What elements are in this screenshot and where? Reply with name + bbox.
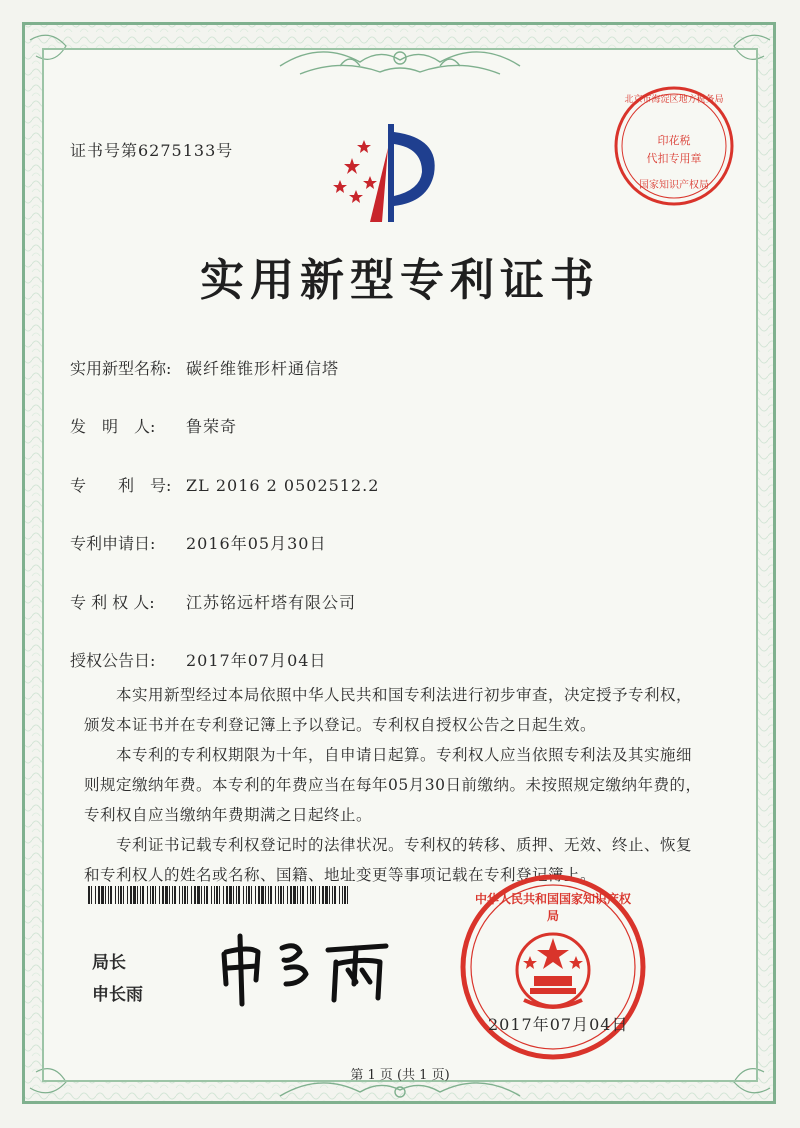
barcode-bar	[302, 886, 304, 904]
field-label: 专利申请日:	[70, 534, 156, 553]
barcode-bar	[127, 886, 128, 904]
barcode-bar	[315, 886, 316, 904]
barcode-bar	[105, 886, 106, 904]
tax-seal-ring-text: 北京市海淀区地方税务局	[624, 95, 724, 105]
barcode-bar	[147, 886, 148, 904]
barcode-bar	[275, 886, 276, 904]
barcode-bar	[140, 886, 141, 904]
barcode-bar	[290, 886, 292, 904]
field-application-date	[70, 531, 326, 554]
field-label: 专 利 权 人:	[70, 593, 155, 612]
barcode-bar	[319, 886, 320, 904]
barcode-bar	[191, 886, 192, 904]
barcode-bar	[152, 886, 154, 904]
barcode-bar	[169, 886, 170, 904]
barcode-bar	[159, 886, 160, 904]
tax-seal-center-line1: 印花税	[657, 134, 691, 147]
barcode-bar	[265, 886, 266, 904]
barcode-bar	[283, 886, 284, 904]
barcode-bar	[184, 886, 186, 904]
barcode-bar	[243, 886, 244, 904]
barcode-bar	[162, 886, 164, 904]
barcode-bar	[137, 886, 138, 904]
field-value: ZL 2016 2 0502512.2	[186, 476, 380, 495]
barcode-bar	[110, 886, 112, 904]
barcode-bar	[108, 886, 109, 904]
barcode-bar	[194, 886, 196, 904]
tax-seal-center-line2: 代扣专用章	[646, 152, 702, 165]
field-patentee	[70, 590, 356, 613]
barcode-bar	[155, 886, 156, 904]
barcode-bar	[150, 886, 151, 904]
barcode-bar	[344, 886, 346, 904]
barcode-bar	[219, 886, 220, 904]
barcode-bar	[120, 886, 122, 904]
barcode-bar	[270, 886, 272, 904]
barcode-bar	[342, 886, 343, 904]
barcode-bar	[268, 886, 269, 904]
barcode-bar	[115, 886, 116, 904]
body-paragraph: 本实用新型经过本局依照中华人民共和国专利法进行初步审查，决定授予专利权，颁发本证书并在专利登记簿上予以登记。专利权自授权公告之日起生效。	[84, 686, 693, 734]
field-value: 江苏铭远杆塔有限公司	[186, 593, 357, 612]
barcode-bar	[165, 886, 168, 904]
field-utility-model-name	[70, 356, 339, 379]
field-inventor	[70, 414, 237, 437]
field-label: 授权公告日:	[70, 651, 156, 670]
barcode-bar	[229, 886, 232, 904]
barcode-bar	[91, 886, 92, 904]
barcode-bar	[133, 886, 136, 904]
barcode-bar	[236, 886, 237, 904]
body-paragraph: 专利证书记载专利权登记时的法律状况。专利权的转移、质押、无效、终止、恢复和专利权人的姓名或名称、国籍、地址变更等事项记载在专利登记簿上。	[84, 836, 693, 884]
barcode-bar	[258, 886, 260, 904]
barcode-bar	[255, 886, 256, 904]
barcode-bar	[329, 886, 330, 904]
barcode	[88, 886, 352, 904]
barcode-bar	[98, 886, 100, 904]
barcode-bar	[300, 886, 301, 904]
barcode-bar	[216, 886, 218, 904]
barcode-bar	[142, 886, 144, 904]
barcode-bar	[297, 886, 298, 904]
barcode-bar	[214, 886, 215, 904]
barcode-bar	[226, 886, 228, 904]
seal-ring-text: 中华人民共和国国家知识产权局	[474, 892, 631, 923]
barcode-bar	[95, 886, 96, 904]
seal-date: 2017年07月04日	[488, 1015, 629, 1034]
barcode-bar	[261, 886, 264, 904]
barcode-bar	[246, 886, 247, 904]
barcode-bar	[179, 886, 180, 904]
field-value: 2017年07月04日	[186, 651, 327, 670]
national-emblem-icon	[517, 934, 589, 1007]
barcode-bar	[248, 886, 250, 904]
barcode-bar	[123, 886, 124, 904]
patent-office-logo-icon	[330, 118, 450, 228]
barcode-bar	[197, 886, 200, 904]
barcode-bar	[334, 886, 336, 904]
barcode-bar	[339, 886, 340, 904]
barcode-bar	[88, 886, 90, 904]
field-label: 实用新型名称:	[70, 359, 172, 378]
barcode-bar	[312, 886, 314, 904]
field-label: 发 明 人:	[70, 417, 156, 436]
barcode-bar	[174, 886, 176, 904]
barcode-bar	[201, 886, 202, 904]
certificate-number: 证书号第6275133号	[70, 141, 234, 160]
barcode-bar	[223, 886, 224, 904]
handwritten-signature	[210, 928, 400, 1008]
barcode-bar	[187, 886, 188, 904]
page-number: 第 1 页 (共 1 页)	[350, 1068, 450, 1083]
barcode-bar	[325, 886, 328, 904]
barcode-bar	[310, 886, 311, 904]
field-value: 鲁荣奇	[186, 417, 238, 436]
certificate-title: 实用新型专利证书	[200, 255, 600, 306]
barcode-bar	[182, 886, 183, 904]
barcode-bar	[118, 886, 119, 904]
barcode-bar	[233, 886, 234, 904]
barcode-bar	[307, 886, 308, 904]
field-value: 碳纤维锥形杆通信塔	[186, 359, 340, 378]
field-grant-date	[70, 648, 326, 671]
barcode-bar	[130, 886, 132, 904]
barcode-bar	[332, 886, 333, 904]
barcode-bar	[347, 886, 348, 904]
barcode-bar	[204, 886, 205, 904]
barcode-bar	[278, 886, 279, 904]
director-title: 局长	[92, 953, 126, 973]
barcode-bar	[251, 886, 252, 904]
field-label: 专 利 号:	[70, 476, 172, 495]
tax-seal-bottom-text: 国家知识产权局	[639, 180, 709, 191]
barcode-bar	[101, 886, 104, 904]
director-name: 申长雨	[92, 985, 143, 1005]
barcode-bar	[172, 886, 173, 904]
field-value: 2016年05月30日	[186, 534, 327, 553]
barcode-bar	[287, 886, 288, 904]
certificate-body	[84, 680, 704, 890]
barcode-bar	[293, 886, 296, 904]
barcode-bar	[322, 886, 324, 904]
barcode-bar	[206, 886, 208, 904]
body-paragraph: 本专利的专利权期限为十年，自申请日起算。专利权人应当依照专利法及其实施细则规定缴纳年费。本专利的年费应当在每年05月30日前缴纳。未按照规定缴纳年费的，专利权自应当缴纳年费期满之日起终止。	[84, 746, 702, 824]
barcode-bar	[280, 886, 282, 904]
field-patent-number	[70, 473, 379, 496]
barcode-bar	[238, 886, 240, 904]
barcode-bar	[211, 886, 212, 904]
